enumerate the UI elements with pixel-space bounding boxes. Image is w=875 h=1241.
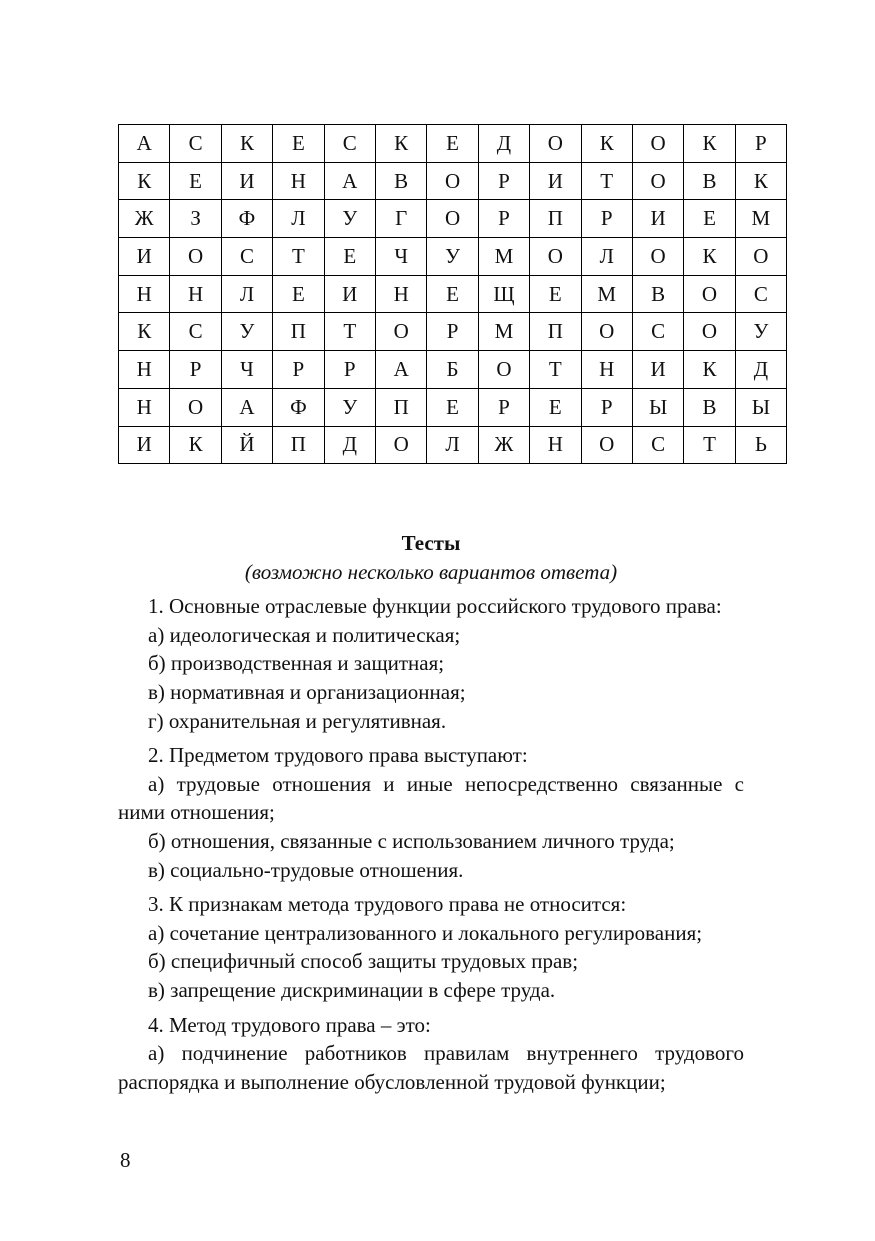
question-text: 3. К признакам метода трудового права не относится:	[148, 892, 627, 917]
grid-cell: М	[581, 275, 632, 313]
grid-cell: Н	[119, 388, 170, 426]
grid-cell: К	[735, 162, 786, 200]
answer-option: б) отношения, связанные с использованием личного труда;	[148, 828, 675, 853]
grid-cell: К	[170, 426, 221, 464]
grid-cell: Т	[581, 162, 632, 200]
grid-row	[119, 351, 787, 389]
grid-cell: У	[735, 313, 786, 351]
grid-cell: Л	[273, 200, 324, 238]
grid-cell: О	[170, 388, 221, 426]
grid-row	[119, 238, 787, 276]
grid-cell: Н	[581, 351, 632, 389]
answer-option: а) трудовые отношения и иные непосредственно связанные с ними отношения;	[118, 771, 744, 825]
grid-cell: У	[324, 200, 375, 238]
question-text: 2. Предметом трудового права выступают:	[148, 743, 528, 768]
grid-cell: Г	[375, 200, 426, 238]
grid-cell: П	[375, 388, 426, 426]
grid-cell: Н	[273, 162, 324, 200]
grid-cell: Т	[273, 238, 324, 276]
answer-option: а) подчинение работников правилам внутреннего трудового распорядка и выполнение обусловленной трудовой функции;	[118, 1041, 744, 1094]
grid-cell: У	[427, 238, 478, 276]
grid-cell: Н	[170, 275, 221, 313]
grid-cell: С	[632, 313, 683, 351]
grid-cell: Р	[478, 162, 529, 200]
grid-cell: О	[684, 275, 735, 313]
grid-cell: В	[632, 275, 683, 313]
grid-cell: Н	[119, 351, 170, 389]
grid-cell: М	[478, 238, 529, 276]
grid-cell: Л	[427, 426, 478, 464]
grid-cell: Ж	[478, 426, 529, 464]
grid-cell: Е	[427, 275, 478, 313]
grid-cell: Н	[119, 275, 170, 313]
answer-option: в) запрещение дискриминации в сфере труда.	[148, 977, 556, 1002]
grid-cell: Й	[221, 426, 272, 464]
grid-cell: Р	[478, 388, 529, 426]
grid-cell: У	[324, 388, 375, 426]
grid-cell: О	[530, 125, 581, 163]
question-block	[118, 741, 744, 884]
grid-cell: О	[170, 238, 221, 276]
grid-cell: И	[632, 351, 683, 389]
grid-cell: С	[735, 275, 786, 313]
grid-cell: Т	[684, 426, 735, 464]
grid-cell: О	[581, 426, 632, 464]
grid-cell: В	[684, 162, 735, 200]
grid-cell: Ф	[221, 200, 272, 238]
grid-cell: Р	[478, 200, 529, 238]
grid-cell: Р	[273, 351, 324, 389]
grid-cell: О	[375, 426, 426, 464]
grid-cell: Р	[170, 351, 221, 389]
grid-cell: Р	[581, 388, 632, 426]
grid-cell: Р	[427, 313, 478, 351]
grid-cell: О	[684, 313, 735, 351]
grid-cell: О	[427, 162, 478, 200]
answer-option: а) сочетание централизованного и локального регулирования;	[148, 920, 703, 945]
answer-option: б) производственная и защитная;	[148, 651, 445, 676]
question-block	[118, 592, 744, 735]
grid-cell: Б	[427, 351, 478, 389]
grid-cell: О	[735, 238, 786, 276]
grid-cell: Л	[221, 275, 272, 313]
grid-cell: Ж	[119, 200, 170, 238]
grid-cell: М	[735, 200, 786, 238]
grid-cell: П	[273, 313, 324, 351]
grid-cell: С	[632, 426, 683, 464]
grid-cell: Е	[324, 238, 375, 276]
grid-cell: Т	[324, 313, 375, 351]
grid-cell: Д	[735, 351, 786, 389]
tests-subtitle: (возможно несколько вариантов ответа)	[244, 559, 618, 584]
grid-cell: А	[375, 351, 426, 389]
grid-cell: Р	[324, 351, 375, 389]
grid-cell: О	[632, 238, 683, 276]
grid-cell: А	[119, 125, 170, 163]
grid-cell: Е	[427, 388, 478, 426]
grid-row	[119, 388, 787, 426]
question-block	[118, 1011, 744, 1097]
tests-title: Тесты	[401, 531, 461, 555]
grid-row	[119, 162, 787, 200]
grid-row	[119, 125, 787, 163]
question-block	[118, 890, 744, 1004]
grid-cell: Ф	[273, 388, 324, 426]
grid-cell: Ы	[632, 388, 683, 426]
grid-cell: Е	[530, 275, 581, 313]
grid-cell: Л	[581, 238, 632, 276]
question-text: 4. Метод трудового права – это:	[148, 1012, 431, 1037]
grid-cell: И	[221, 162, 272, 200]
answer-option: в) нормативная и организационная;	[148, 679, 466, 704]
grid-cell: П	[273, 426, 324, 464]
grid-cell: И	[530, 162, 581, 200]
grid-cell: М	[478, 313, 529, 351]
tests-section	[118, 529, 744, 1096]
grid-cell: Д	[478, 125, 529, 163]
questions-list	[118, 592, 744, 1096]
grid-cell: Е	[170, 162, 221, 200]
grid-cell: К	[221, 125, 272, 163]
grid-cell: К	[684, 238, 735, 276]
grid-cell: И	[324, 275, 375, 313]
grid-cell: С	[221, 238, 272, 276]
grid-cell: И	[119, 426, 170, 464]
grid-cell: О	[478, 351, 529, 389]
grid-cell: У	[221, 313, 272, 351]
grid-cell: П	[530, 200, 581, 238]
grid-cell: К	[684, 125, 735, 163]
grid-cell: Е	[684, 200, 735, 238]
grid-cell: С	[324, 125, 375, 163]
answer-option: в) социально-трудовые отношения.	[148, 857, 464, 882]
grid-cell: О	[632, 125, 683, 163]
word-search-grid	[118, 124, 787, 464]
answer-option: г) охранительная и регулятивная.	[148, 708, 447, 733]
grid-cell: Н	[375, 275, 426, 313]
grid-cell: О	[632, 162, 683, 200]
grid-row	[119, 275, 787, 313]
grid-cell: К	[581, 125, 632, 163]
grid-cell: Ы	[735, 388, 786, 426]
grid-cell: К	[684, 351, 735, 389]
grid-row	[119, 313, 787, 351]
grid-cell: О	[530, 238, 581, 276]
grid-cell: С	[170, 313, 221, 351]
answer-option: а) идеологическая и политическая;	[148, 622, 461, 647]
grid-cell: К	[375, 125, 426, 163]
grid-cell: Н	[530, 426, 581, 464]
grid-cell: К	[119, 313, 170, 351]
grid-row	[119, 200, 787, 238]
grid-cell: Р	[581, 200, 632, 238]
grid-cell: Т	[530, 351, 581, 389]
grid-cell: Ь	[735, 426, 786, 464]
grid-cell: Е	[273, 275, 324, 313]
grid-cell: А	[324, 162, 375, 200]
grid-cell: Ч	[221, 351, 272, 389]
grid-cell: И	[119, 238, 170, 276]
grid-cell: В	[375, 162, 426, 200]
grid-cell: Р	[735, 125, 786, 163]
grid-cell: Ч	[375, 238, 426, 276]
grid-cell: К	[119, 162, 170, 200]
grid-cell: А	[221, 388, 272, 426]
page-number: 8	[120, 1148, 131, 1172]
answer-option: б) специфичный способ защиты трудовых прав;	[148, 949, 579, 974]
grid-cell: Щ	[478, 275, 529, 313]
grid-cell: О	[581, 313, 632, 351]
grid-cell: В	[684, 388, 735, 426]
grid-cell: З	[170, 200, 221, 238]
grid-cell: Е	[530, 388, 581, 426]
grid-cell: Д	[324, 426, 375, 464]
grid-cell: П	[530, 313, 581, 351]
grid-row	[119, 426, 787, 464]
grid-cell: О	[427, 200, 478, 238]
grid-cell: Е	[273, 125, 324, 163]
grid-cell: И	[632, 200, 683, 238]
grid-cell: С	[170, 125, 221, 163]
question-text: 1. Основные отраслевые функции российского трудового права:	[148, 594, 722, 619]
grid-cell: Е	[427, 125, 478, 163]
grid-cell: О	[375, 313, 426, 351]
